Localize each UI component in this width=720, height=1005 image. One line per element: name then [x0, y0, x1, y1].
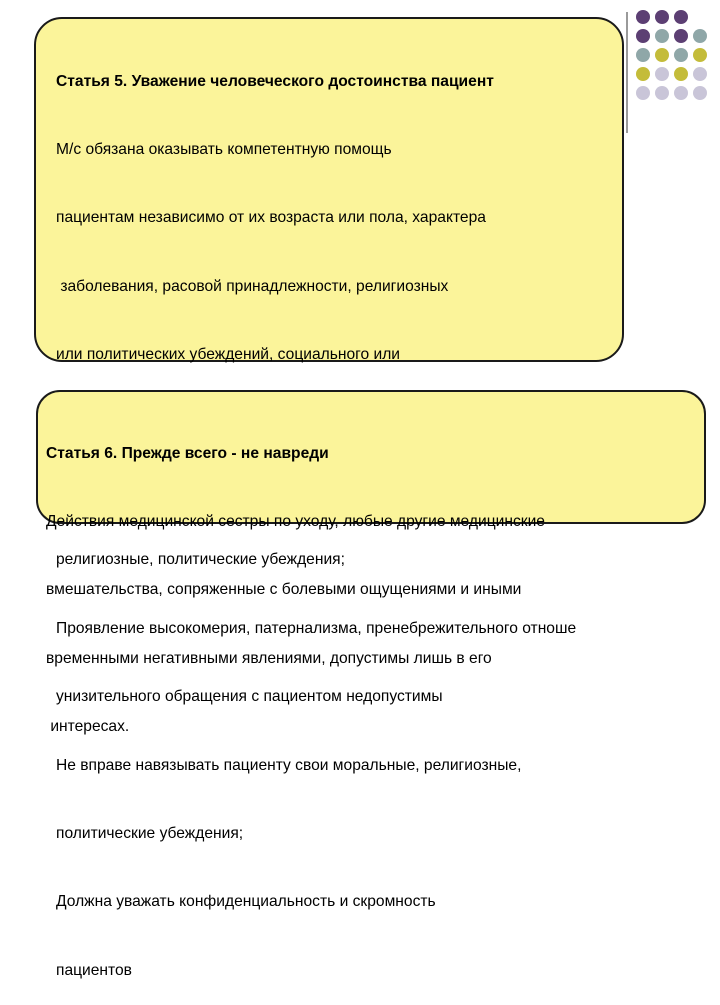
decorative-dot: [655, 29, 669, 43]
decorative-dot: [655, 86, 669, 100]
article-5-line: унизительного обращения с пациентом недопустимы: [56, 688, 443, 706]
decorative-dot: [655, 48, 669, 62]
decorative-dot: [693, 10, 707, 24]
article-5-line: Должна уважать конфиденциальность и скромность: [56, 893, 436, 911]
decorative-dot: [636, 10, 650, 24]
decorative-dot: [636, 48, 650, 62]
decorative-dot: [693, 48, 707, 62]
decorative-dot: [674, 29, 688, 43]
decorative-divider: [626, 12, 628, 133]
article-5-line: Проявление высокомерия, патернализма, пренебрежительного отноше: [56, 619, 577, 637]
article-6-line: вмешательства, сопряженные с болевыми ощущениями и иными: [46, 581, 522, 599]
decorative-dot: [655, 67, 669, 81]
decorative-dot: [674, 48, 688, 62]
decorative-dot: [674, 67, 688, 81]
decorative-dot: [693, 29, 707, 43]
decorative-dot-grid: [636, 10, 707, 100]
article-5-line: М/с обязана оказывать компетентную помощь: [56, 140, 392, 158]
article-5-line: политические убеждения;: [56, 824, 244, 842]
article-5-line: Не вправе навязывать пациенту свои моральные, религиозные,: [56, 756, 522, 774]
decorative-dot: [674, 86, 688, 100]
article-5-title: Статья 5. Уважение человеческого достоинства пациент: [56, 72, 494, 90]
article-5-line: пациентов: [56, 961, 132, 979]
article-6-text: [46, 397, 706, 762]
decorative-dot: [655, 10, 669, 24]
article-5-line: или политических убеждений, социального или: [56, 346, 401, 364]
article-6-line: интересах.: [46, 718, 130, 736]
article-5-line: пациентам независимо от их возраста или пола, характера: [56, 209, 486, 227]
decorative-dot: [693, 67, 707, 81]
decorative-dot: [693, 86, 707, 100]
article-6-line: Действия медицинской сестры по уходу, любые другие медицинские: [46, 512, 545, 530]
decorative-dot: [674, 10, 688, 24]
article-6-line: временными негативными явлениями, допустимы лишь в его: [46, 649, 492, 667]
article-5-line: заболевания, расовой принадлежности, религиозных: [56, 277, 449, 295]
article-5-line: религиозные, политические убеждения;: [56, 551, 345, 569]
article-6-title: Статья 6. Прежде всего - не навреди: [46, 444, 329, 462]
decorative-dot: [636, 29, 650, 43]
decorative-dot: [636, 67, 650, 81]
decorative-dot: [636, 86, 650, 100]
